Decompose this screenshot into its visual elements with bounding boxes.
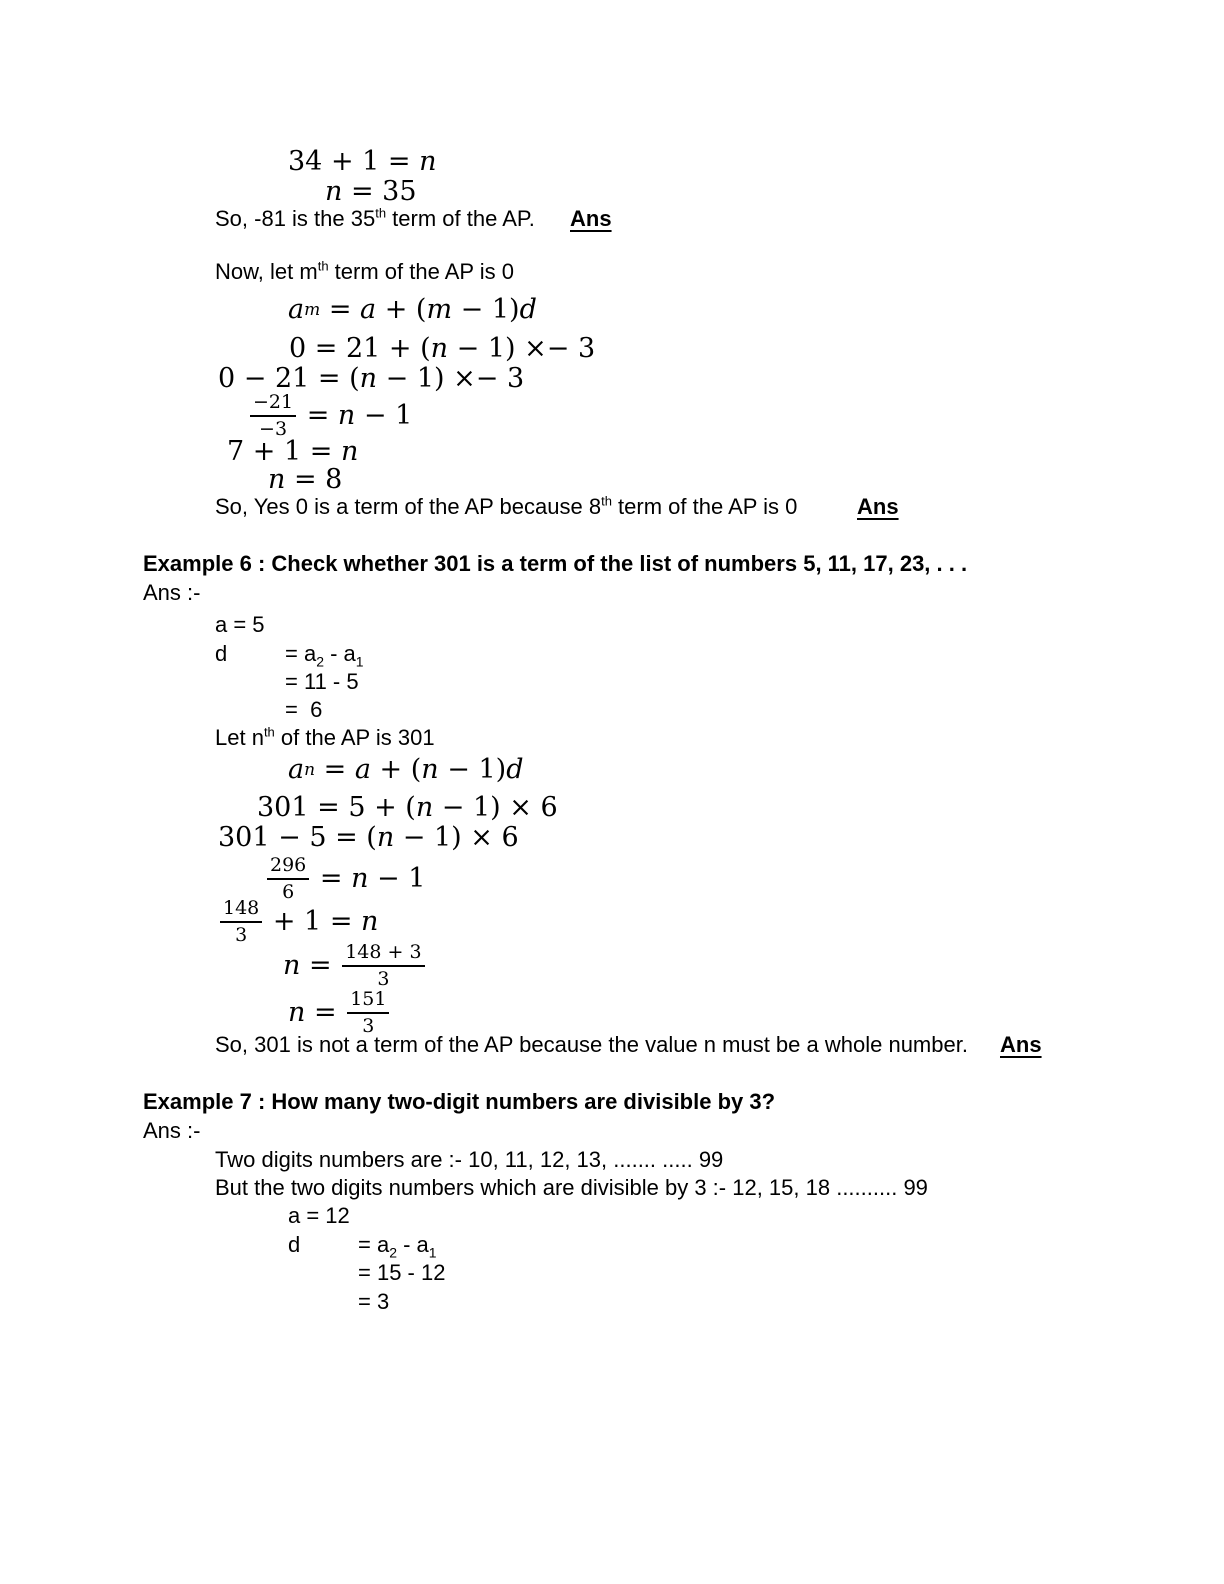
example6-d-line2: = 11 - 5 [285, 669, 359, 694]
math-formula-am: a m = a + ( m − 1) d [288, 294, 537, 325]
example6-let-nth: Let $n^{th}$ of the AP is 301 [215, 724, 435, 750]
math-eq-301: 301 = 5 + ( n − 1) × 6 [257, 792, 558, 823]
example7-d-line2: = 15 - 12 [358, 1260, 446, 1285]
fraction: $\frac{296}{6}$ [267, 854, 309, 904]
example6-d-eq: = $a_2 - a_1$ [285, 641, 364, 670]
math-frac-296: $\frac{296}{6}$ = n − 1 [265, 854, 425, 904]
example7-heading: Example 7 : How many two-digit numbers are divisible by 3? [143, 1089, 776, 1114]
example7-d-line3: = 3 [358, 1289, 390, 1314]
example7-divisible-by-3: But the two digits numbers which are divisible by 3 :- 12, 15, 18 .......... 99 [215, 1175, 928, 1200]
example7-a-value: a = 12 [288, 1203, 350, 1228]
math-formula-an: a n = a + ( n − 1) d [288, 754, 524, 785]
math-eq-n-8: n = 8 [268, 464, 343, 495]
example7-d-eq: = $a_2 - a_1$ [358, 1232, 437, 1261]
example7-two-digits: Two digits numbers are :- 10, 11, 12, 13, ....... ..... 99 [215, 1147, 724, 1172]
math-eq-0-minus-21: 0 − 21 = ( n − 1) ×− 3 [218, 363, 525, 394]
example6-d-label: d [215, 641, 228, 666]
ans-label: Ans [570, 206, 612, 231]
math-n-148-plus-3: n = $\frac{148 + 3}{3}$ [283, 941, 427, 991]
now-let-mth-term: Now, let $m^{th}$ term of the AP is 0 [215, 258, 515, 284]
math-eq-34-plus-1: 34 + 1 = n [288, 146, 437, 177]
conclusion-35th-term: So, -81 is the 35th term of the AP. [215, 205, 535, 231]
fraction: $\frac{151}{3}$ [347, 988, 389, 1038]
fraction: $\frac{-21}{-3}$ [250, 391, 296, 441]
math-eq-7-plus-1: 7 + 1 = n [227, 436, 359, 467]
example6-a-value: a = 5 [215, 612, 265, 637]
math-frac-neg21: $\frac{-21}{-3}$ = n − 1 [248, 391, 412, 441]
ans-label: Ans [857, 494, 899, 519]
conclusion-0-is-term: So, Yes 0 is a term of the AP because 8th term of the AP is 0 [215, 493, 798, 519]
example6-ans-intro: Ans :- [143, 580, 201, 605]
example7-ans-intro: Ans :- [143, 1118, 201, 1143]
fraction: $\frac{148}{3}$ [220, 897, 262, 947]
math-n-151-3: n = $\frac{151}{3}$ [288, 988, 391, 1038]
example7-d-label: d [288, 1232, 301, 1257]
fraction: $\frac{148 + 3}{3}$ [342, 941, 424, 991]
example6-conclusion: So, 301 is not a term of the AP because the value n must be a whole number. [215, 1032, 968, 1057]
math-eq-0-21: 0 = 21 + ( n − 1) ×− 3 [289, 333, 596, 364]
example6-d-line3: = 6 [285, 697, 323, 722]
example6-heading: Example 6 : Check whether 301 is a term of the list of numbers 5, 11, 17, 23, . . . [143, 551, 968, 576]
math-frac-148: $\frac{148}{3}$ + 1 = n [218, 897, 378, 947]
ans-label: Ans [1000, 1032, 1042, 1057]
math-eq-301-minus-5: 301 − 5 = ( n − 1) × 6 [218, 822, 519, 853]
math-eq-n-35: n = 35 [325, 176, 417, 207]
